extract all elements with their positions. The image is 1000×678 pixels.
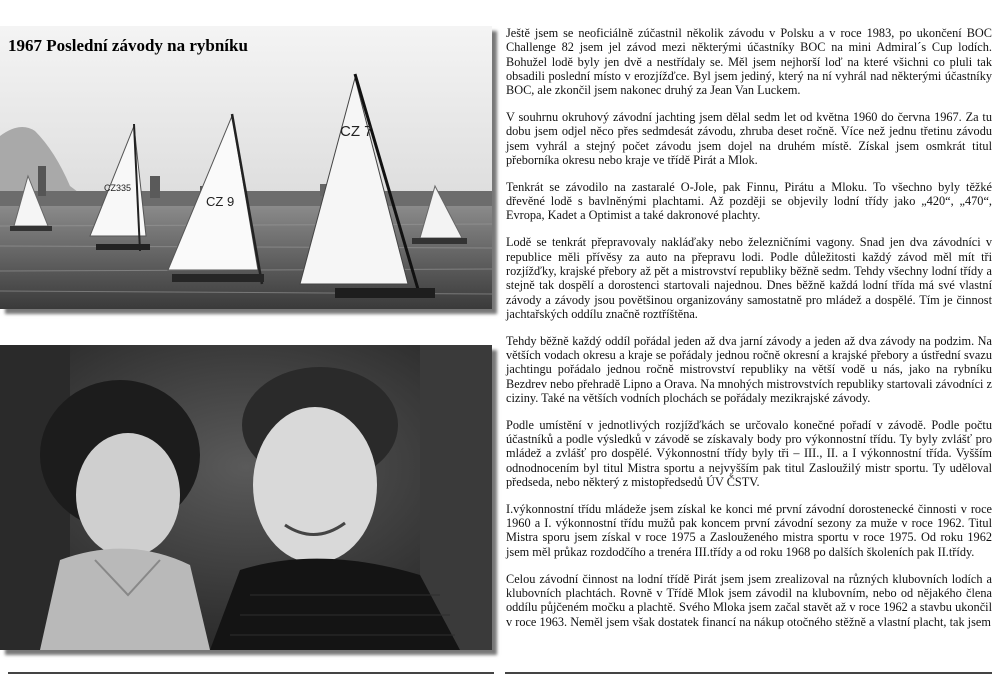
paragraph-5: Tehdy běžně každý oddíl pořádal jeden až dva jarní závody a jeden až dva závody na podzim. Na větších vodach okresu a kraje se pořádaly jednou ročně okresní a krajské přebory a ústřední svazu jachtingu pořádalo jednou ročně mistrovství republiky na větší vodě u nás, jako na rybníku Bezdrev nebo přehradě Lipno a Orava. Na mnohých mistrovstvích republiky startovali závodníci z ciziny. Také na větších vodních plochách se pořádaly mezikrajské závody. [506, 333, 992, 405]
sail-number-middle: CZ 9 [206, 194, 235, 209]
paragraph-8: Celou závodní činnost na lodní třídě Pirát jsem jsem zrealizoval na různých klubovních lodích a klubovních plachtách. Rovně v Třídě Mlok jsem závodil na klubovním, nebo od nějakého člena oddílu půjčeném močku a plachtě. Svého Mloka jsem začal stavět až v roce 1962 a stavbu ukončil v roce 1963. Neměl jsem však dostatek financí na nákup otočného stěžně a vlastní placht, tak jsem [506, 571, 992, 629]
sailing-race-photo [0, 26, 492, 309]
bottom-rule-right [505, 672, 992, 674]
paragraph-4: Lodě se tenkrát přepravovaly nakláďaky nebo železničními vagony. Snad jen dva závodníci v republice měli přívěsy za auto na přepravu lodi. Podle důležitosti každý závod měl mít tři rozjížďky, krajské přebory až pět a mistrovství republiky běžně sedm. Tehdy všechny lodní třídy a stejně tak dospělí a dorostenci startovali najednou. Dnes běžně každá lodní třída má své vlastní závody a závody jsou povětšinou organizovány samostatně pro mládež a dospělé. Tím je činnost jachtařských oddílu značně roztříštěna. [506, 235, 992, 321]
sailing-race-image [0, 26, 492, 309]
article-text-column [506, 26, 992, 641]
bottom-rule-left [8, 672, 494, 674]
paragraph-3: Tenkrát se závodilo na zastaralé O-Jole, pak Finnu, Pirátu a Mloku. To všechno byly těžké dřevěné lodě s bavlněnými plachtami. Až později se objevily lodní třídy jako „420“, „470“, Evropa, Kadet a Optimist a také dakronové plachty. [506, 179, 992, 223]
sail-number-left: CZ335 [104, 183, 132, 193]
couple-portrait-image [0, 345, 492, 650]
paragraph-1: Ještě jsem se neoficiálně zúčastnil několik závodu v Polsku a v roce 1983, po ukončení BOC Challenge 82 jsem jel závod mezi některými účastníky BOC na mini Admiral´s Cup lodích. Bohužel lodě byly jen dvě a nestřídaly se. Měl jsem nejhorší loď na které všichni co pluli tak obsadili poslední místo v erozjížďce. Byl jsem jediný, který na ní vyhrál nad některými účastníky BOC, ale zkončil jsem nakonec druhý za Jean Van Luckem. [506, 26, 992, 98]
sail-number-right: CZ 7 [340, 123, 373, 140]
paragraph-6: Podle umístění v jednotlivých rozjížďkách se určovalo konečné pořadí v závodě. Podle počtu účastníků a podle výsledků v závodě se získavaly body pro výkonnostní třídu. Ty byly zvlášť pro mládež a zvlášť pro dospělé. Výkonnostní třídy byly tři – III., II. a I výkonnostní třída. Vyšším odnodnocením byl titul Mistra sportu a nejvyšším pak titul Zasloužilý mistr sportu. Ty uděloval předseda, nebo některý z mistopředsedů ÚV ČSTV. [506, 417, 992, 489]
photo-caption: 1967 Poslední závody na rybníku [8, 36, 248, 55]
couple-portrait-photo [0, 345, 492, 650]
paragraph-2: V souhrnu okruhový závodní jachting jsem dělal sedm let od května 1960 do června 1967. Za tu dobu jsem odjel něco přes sedmdesát závodu, zhruba deset ročně. Více než jednu třetinu závodu jsem vyhrál a stejný počet závodu jsem dojel na druhém místě. Získal jsem osmkrát titul přeborníka okresu nebo kraje ve třídě Pirát a Mlok. [506, 110, 992, 167]
paragraph-7: I.výkonnostní třídu mládeže jsem získal ke konci mé první závodní dorostenecké činnosti v roce 1960 a I. výkonnostní třídu mužů pak koncem první závodní sezony za muže v roce 1962. Titul Mistra sporu jsem získal v roce 1975 a Zaslouženého mistra sportu v roce 1975. Od roku 1962 jsem měl průkaz rozdodčího a trenéra III.třídy a od roku 1968 po dalších školeních pak II.třídy. [506, 501, 992, 559]
